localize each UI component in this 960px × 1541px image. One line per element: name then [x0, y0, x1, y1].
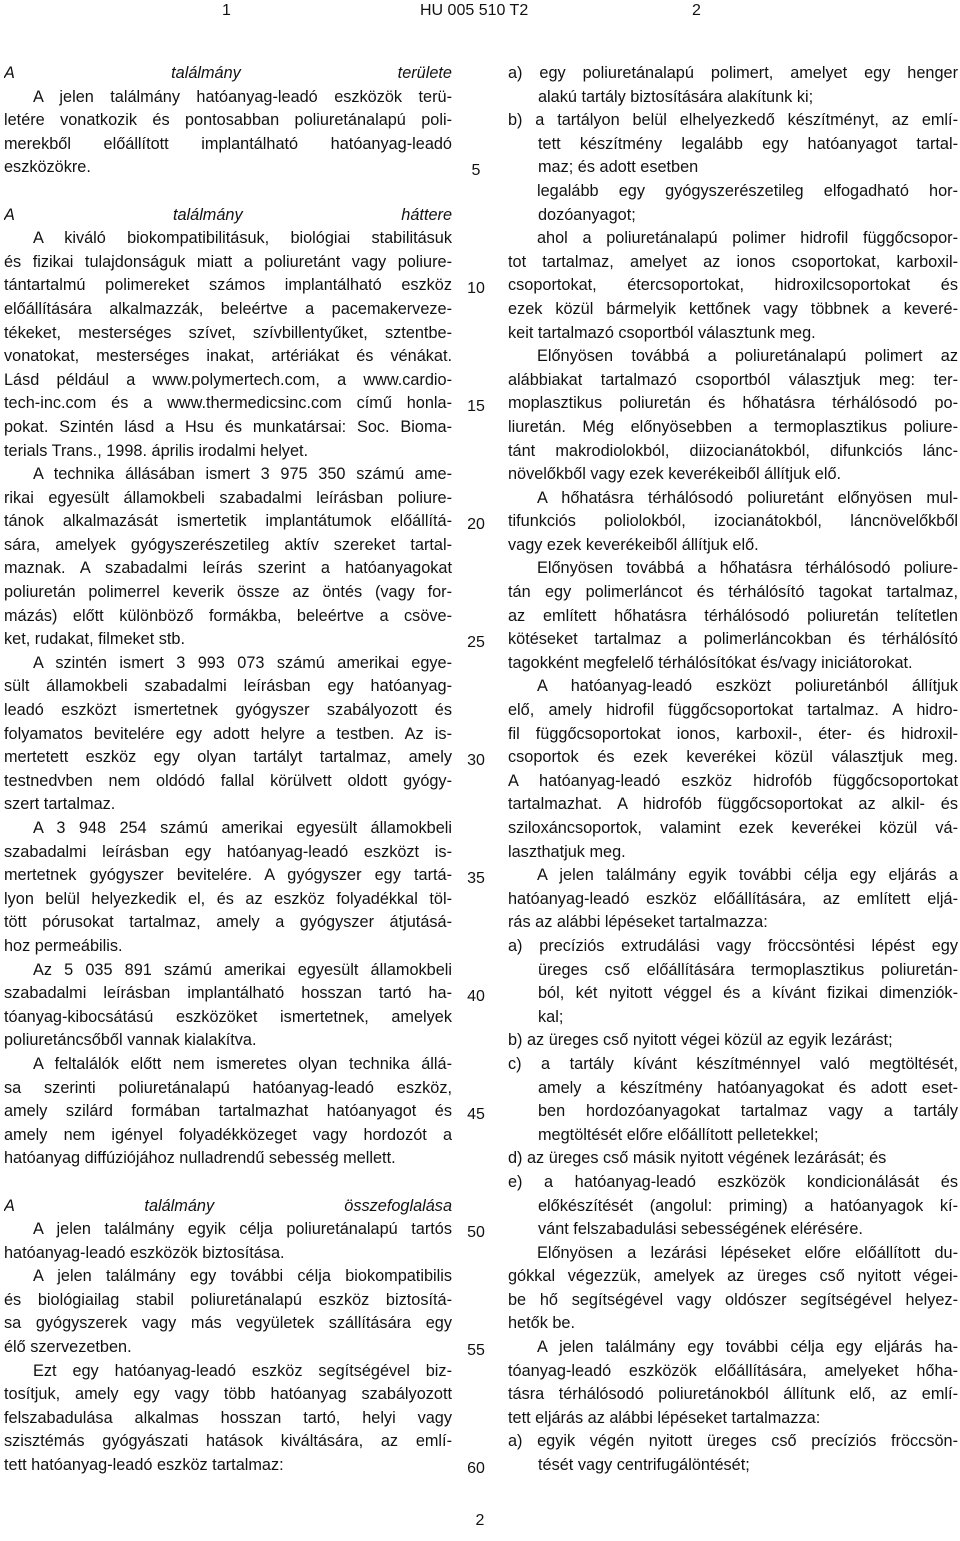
text-line: előállítására alkalmazzák, beleértve a pacemakerveze-: [4, 299, 452, 318]
text-line: sa gyógyszerek vagy más vegyületek szállítására egy: [4, 1314, 452, 1333]
section-heading: A találmány összefoglalása: [4, 1196, 452, 1215]
text-line: folyamatos bevitelére egy adott helyre a testben. Az is-: [4, 724, 452, 743]
text-line: tett hatóanyag-leadó eszköz tartalmaz:: [4, 1456, 284, 1475]
text-line: tékeket, mesterséges szívet, szívbillentyűket, sztentbe-: [4, 323, 452, 342]
text-line: tett eljárás az alábbi lépéseket tartalmazza:: [508, 1408, 821, 1427]
text-line: A szintén ismert 3 993 073 számú amerikai egye-: [33, 653, 452, 672]
text-line: b) a tartályon belül elhelyezkedő készítményt, az emlí-: [508, 111, 958, 130]
line-number: 10: [467, 280, 485, 297]
text-line: előkészítését (angolul: priming) a hatóanyagok kí-: [538, 1196, 958, 1215]
text-line: Lásd például a www.polymertech.com, a www.cardio-: [4, 370, 452, 389]
text-line: A hatóanyag-leadó eszközt poliuretánból állítjuk: [537, 677, 958, 696]
text-line: Ezt egy hatóanyag-leadó eszköz segítségével biz-: [33, 1361, 452, 1380]
text-line: A kiváló biokompatibilitásuk, biológiai stabilitásuk: [33, 229, 452, 248]
text-line: elő, amely hidrofil függőcsoportokat tartalmaz. A hidro-: [508, 701, 958, 720]
text-line: megtöltését előre előállított pelletekkel;: [538, 1125, 819, 1144]
text-line: ahol a poliuretánalapú polimer hidrofil függőcsopor-: [537, 229, 958, 248]
text-line: laszthatjuk meg.: [508, 842, 626, 861]
page-header: [0, 0, 960, 28]
text-line: Az 5 035 891 számú amerikai egyesült államokbeli: [33, 960, 452, 979]
line-number: 50: [467, 1224, 485, 1241]
text-line: sült államokbeli szabadalmi leírásban egy hatóanyag-: [4, 677, 452, 696]
text-line: be hő segítségével vagy oldószer segítségével helyez-: [508, 1290, 958, 1309]
text-line: leadó eszközt ismertetnek gyógyszer szabályozott és: [4, 701, 452, 720]
text-line: tett készítmény legalább egy hatóanyagot tartal-: [538, 134, 958, 153]
text-line: hetők be.: [508, 1314, 575, 1333]
line-number: 5: [471, 162, 481, 179]
text-line: A 3 948 254 számú amerikai egyesült államokbeli: [33, 819, 452, 837]
text-line: b) az üreges cső nyitott végei közül az egyik lezárást;: [508, 1031, 893, 1050]
text-line: sa szerinti poliuretánalapú hatóanyag-leadó eszköz,: [4, 1078, 452, 1097]
text-line: A hőhatásra térhálósodó poliuretánt előnyösen mul-: [537, 488, 958, 507]
text-line: hoz permeábilis.: [4, 936, 123, 955]
line-number: 15: [467, 398, 485, 415]
text-line: élő szervezetben.: [4, 1338, 132, 1357]
text-line: c) a tartály kívánt készítménnyel való megtöltését,: [508, 1054, 958, 1073]
text-line: tartalmazhat. A hidrofób függőcsoportokat az alkil- és: [508, 795, 958, 814]
text-line: pokat. Szintén lásd a Hsu és munkatársai: Soc. Bioma-: [4, 417, 452, 436]
text-line: a) egyik végén nyitott üreges cső precíziós fröccsön-: [508, 1432, 958, 1451]
text-line: tését vagy centrifugálöntését;: [538, 1456, 750, 1475]
page-footer-number: 2: [475, 1512, 485, 1529]
text-line: tosítjuk, amely egy vagy több hatóanyag szabályozott: [4, 1385, 452, 1404]
text-line: liuretán. Még előnyösebben a termoplasztikus poliure-: [508, 417, 958, 436]
text-line: rás az alábbi lépéseket tartalmazza:: [508, 913, 768, 932]
right-text-column: [508, 62, 958, 1478]
text-line: d) az üreges cső másik nyitott végének lezárását; és: [508, 1149, 887, 1168]
text-line: tifunkciós poliolokból, izocianátokból, láncnövelőkből: [508, 512, 958, 531]
text-line: legalább egy gyógyszerészetileg elfogadható hor-: [537, 181, 958, 200]
line-number: 30: [467, 752, 485, 769]
text-line: lyon belül helyezkedik el, és az eszköz folyadékkal töl-: [4, 889, 452, 908]
line-number: 60: [467, 1460, 485, 1477]
text-line: keit tartalmazó csoportból választunk meg.: [508, 323, 816, 342]
text-line: tánt makrodiolokból, diizocianátokból, difunkciós lánc-: [508, 441, 958, 460]
text-line: A technika állásában ismert 3 975 350 számú ame-: [33, 465, 452, 484]
text-line: poliuretán polimerrel keverik össze az öntés (vagy for-: [4, 583, 452, 602]
text-line: amely szilárd formában tartalmazhat hatóanyagot és: [4, 1102, 452, 1121]
paragraph-gap: [4, 1171, 452, 1195]
left-page-number: 1: [222, 2, 231, 19]
text-line: ból, két nyitott véggel és a kívánt fizikai dimenziók-: [538, 984, 958, 1003]
text-line: e) a hatóanyag-leadó eszközök kondicionálását és: [508, 1172, 958, 1191]
line-number: 25: [467, 634, 485, 651]
text-line: Előnyösen továbbá a poliuretánalapú polimert az: [537, 347, 958, 366]
text-line: maz; és adott esetben: [538, 158, 699, 177]
text-line: szabadalmi leírásban implantálható hosszan tartó ha-: [4, 984, 452, 1003]
text-line: az említett hőhatásra térhálósodó poliuretán telítetlen: [508, 606, 958, 625]
text-line: növelőkből vagy ezek keverékeiből állítjuk elő.: [508, 465, 842, 484]
text-line: hatóanyag diffúziójához nulladrendű sebesség mellett.: [4, 1149, 396, 1168]
text-line: tött pórusokat tartalmaz, amely a gyógyszer átjutásá-: [4, 913, 452, 932]
section-heading: A találmány területe: [4, 64, 452, 82]
text-line: alakú tartály biztosítására alakítunk ki;: [538, 87, 814, 106]
text-line: amely a készítmény hatóanyagokat és adott eset-: [538, 1078, 958, 1097]
text-line: testnedvben nem oldódó fallal körülvett oldott gyógy-: [4, 771, 452, 790]
text-line: terials Trans., 1998. április irodalmi helyet.: [4, 441, 309, 460]
text-line: A jelen találmány egy további célja egy eljárás ha-: [537, 1338, 958, 1357]
text-line: A jelen találmány hatóanyag-leadó eszközök terü-: [33, 87, 452, 106]
right-page-number: 2: [692, 2, 701, 19]
text-line: tóanyag-kibocsátású eszközöket ismertetnek, amelyek: [4, 1007, 452, 1026]
text-line: hatóanyag-leadó eszközök biztosítása.: [4, 1243, 285, 1262]
line-number: 20: [467, 516, 485, 533]
text-line: vagy ezek keverékeiből állítjuk elő.: [508, 535, 759, 554]
text-line: és fizikai tulajdonságuk miatt a poliuretánt vagy poliure-: [4, 252, 452, 271]
text-line: maznak. A szabadalmi leírás szerint a hatóanyagokat: [4, 559, 452, 578]
text-line: üreges cső előállítására termoplasztikus poliuretán-: [538, 960, 958, 979]
text-line: amely nem igényel folyadékközeget vagy hordozót a: [4, 1125, 452, 1144]
text-line: ben hordozóanyagokat tartalmaz vagy a tartály: [538, 1102, 958, 1121]
text-line: tán egy polimerláncot és térhálósító tagokat tartalmaz,: [508, 583, 958, 602]
text-line: ket, rudakat, filmeket stb.: [4, 630, 185, 649]
text-line: tásra térhálósodó poliuretánokból állítunk elő, az emlí-: [508, 1385, 958, 1404]
line-number: 35: [467, 870, 485, 887]
text-line: tot tartalmaz, amelyet az ionos csoportokat, karboxil-: [508, 252, 958, 271]
text-line: tántartalmú polimereket számos implantálható eszköz: [4, 276, 452, 295]
text-line: szert tartalmaz.: [4, 795, 116, 814]
text-line: A hatóanyag-leadó eszköz hidrofób függőcsoportokat: [508, 771, 958, 790]
text-line: A jelen találmány egy további célja biokompatibilis: [33, 1267, 452, 1286]
text-line: tech-inc.com és a www.thermedicsinc.com című honla-: [4, 394, 452, 413]
line-number: 45: [467, 1106, 485, 1123]
text-line: fil függőcsoportokat ionos, karboxil-, éter- és hidroxil-: [508, 724, 958, 743]
text-line: eszközökre.: [4, 158, 91, 177]
text-line: a) precíziós extrudálási vagy fröccsöntési lépést egy: [508, 936, 958, 955]
text-line: kal;: [538, 1007, 564, 1026]
text-line: tóanyag-leadó eszközök előállítására, amelyeket hőha-: [508, 1361, 958, 1380]
document-number: HU 005 510 T2: [420, 2, 529, 19]
text-line: mertetnek gyógyszer bevitelére. A gyógyszer egy tartá-: [4, 866, 452, 885]
text-line: mertetett eszköz egy olyan tartályt tartalmaz, amely: [4, 748, 452, 767]
text-line: ezek közül bármelyik kettőnek vagy többnek a keveré-: [508, 299, 958, 318]
text-line: vánt felszabadulási sebességének elérésére.: [538, 1220, 863, 1239]
text-line: sára, amelyek gyógyszerészetileg aktív szereket tartal-: [4, 535, 452, 554]
text-line: sziloxáncsoportok, valamint ezek keverékei közül vá-: [508, 819, 958, 837]
text-line: hatóanyag-leadó eszköz előállítására, az említett eljá-: [508, 889, 958, 908]
line-number: 40: [467, 988, 485, 1005]
text-line: dozóanyagot;: [538, 205, 636, 224]
left-text-column: [4, 62, 452, 1478]
text-line: letére vonatkozik és pontosabban poliuretánalapú poli-: [4, 111, 452, 130]
text-line: A jelen találmány egyik célja poliuretánalapú tartós: [33, 1220, 452, 1239]
section-heading: A találmány háttere: [4, 205, 452, 224]
text-line: és biológiailag stabil poliuretánalapú eszköz biztosítá-: [4, 1290, 452, 1309]
text-line: tánok alkalmazását ismertetik implantátumok előállítá-: [4, 512, 452, 531]
text-line: csoportok és ezek keverékei közül választjuk meg.: [508, 748, 958, 767]
text-line: A jelen találmány egyik további célja egy eljárás a: [537, 866, 958, 885]
line-number: 55: [467, 1342, 485, 1359]
text-line: poliuretáncsőből vannak kialakítva.: [4, 1031, 257, 1050]
text-line: vonatokat, mesterséges inakat, artériákat és vénákat.: [4, 347, 452, 366]
text-line: szabadalmi leírásban egy hatóanyag-leadó eszközt is-: [4, 842, 452, 861]
text-line: gókkal végezzük, amelyek az üreges cső nyitott végei-: [508, 1267, 958, 1286]
text-line: rikai egyesült államokbeli szabadalmi leírásban poliure-: [4, 488, 452, 507]
text-line: csoportokat, étercsoportokat, hidroxilcsoportokat és: [508, 276, 958, 295]
text-line: Előnyösen a lezárási lépéseket előre előállított du-: [537, 1243, 958, 1262]
text-line: A feltalálók előtt nem ismeretes olyan technika állá-: [33, 1054, 452, 1073]
text-line: kötéseket tartalmaz a polimerláncokban és térhálósító: [508, 630, 958, 649]
text-line: a) egy poliuretánalapú polimert, amelyet egy henger: [508, 64, 958, 82]
text-line: Előnyösen továbbá a hőhatásra térhálósodó poliure-: [537, 559, 958, 578]
paragraph-gap: [4, 180, 452, 204]
text-line: merekből előállított implantálható hatóanyag-leadó: [4, 134, 452, 153]
text-line: tagokként megfelelő térhálósítókat és/vagy iniciátorokat.: [508, 653, 913, 672]
text-line: moplasztikus poliuretán és hőhatásra térhálósodó po-: [508, 394, 958, 413]
text-line: felszabadulása alkalmas hosszan tartó, helyi vagy: [4, 1408, 452, 1427]
text-line: alábbiakat tartalmazó csoportból választjuk meg: ter-: [508, 370, 958, 389]
text-line: szisztémás gyógyászati hatások kiváltására, az emlí-: [4, 1432, 452, 1451]
text-line: mázás) előtt különböző formákba, beleértve a csöve-: [4, 606, 452, 625]
